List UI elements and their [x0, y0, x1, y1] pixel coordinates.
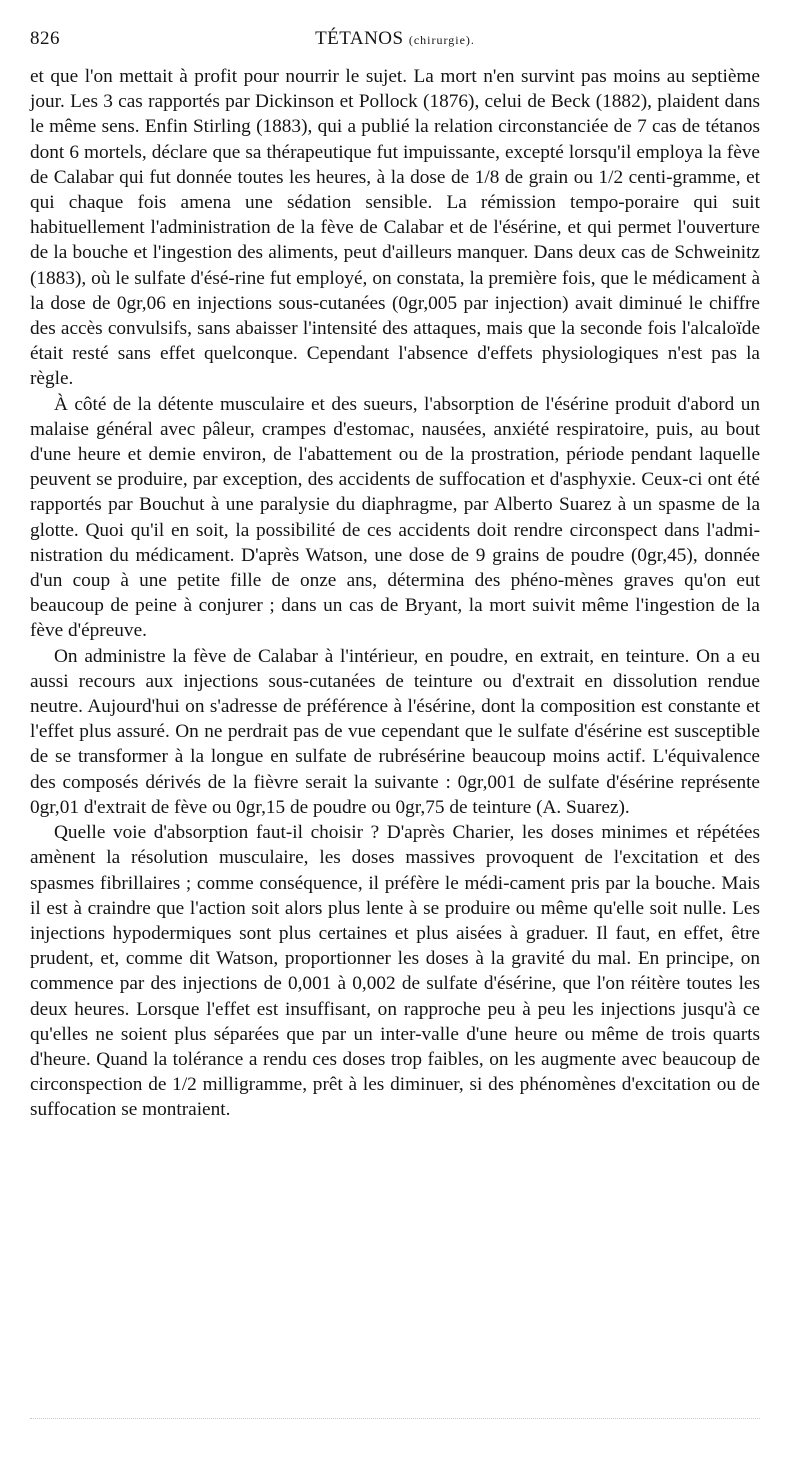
running-head — [30, 28, 760, 58]
paragraph-1: et que l'on mettait à profit pour nourrir le sujet. La mort n'en survint pas moins au septième jour. Les 3 cas rapportés par Dickinson et Pollock (1876), celui de Beck (1882), plaident dans le même sens. Enfin Stirling (1883), qui a publié la relation circonstanciée de 7 cas de tétanos dont 6 mortels, déclare que sa thérapeutique fut impuissante, excepté lorsqu'il employa la fève de Calabar qui fut donnée toutes les heures, à la dose de 1/8 de grain ou 1/2 centi-gramme, et qui chaque fois amena une sédation sensible. La rémission tempo-poraire qui suit habituellement l'administration de la fève de Calabar et de l'ésérine, et qui permet l'ouverture de la bouche et l'ingestion des aliments, peut d'ailleurs manquer. Dans deux cas de Schweinitz (1883), où le sulfate d'ésé-rine fut employé, on constata, la première fois, que le médicament à la dose de 0gr,06 en injections sous-cutanées (0gr,005 par injection) avait diminué le chiffre des accès convulsifs, sans abaisser l'intensité des attaques, mais que la seconde fois l'alcaloïde était resté sans effet quelconque. Cependant l'absence d'effets physiologiques n'est pas la règle. — [30, 66, 760, 390]
running-title-main: TÉTANOS — [315, 28, 404, 49]
paragraph-4: Quelle voie d'absorption faut-il choisir ? D'après Charier, les doses minimes et répétées amènent la résolution musculaire, les doses massives provoquent de l'excitation et des spasmes fibrillaires ; comme conséquence, il préfère le médi-cament pris par la bouche. Mais il est à craindre que l'action soit alors plus lente à se produire ou même qu'elle soit nulle. Les injections hypodermiques sont plus certaines et plus aisées à graduer. Il faut, en effet, être prudent, et, comme dit Watson, proportionner les doses à la gravité du mal. En principe, on commence par des injections de 0,001 à 0,002 de sulfate d'ésérine, que l'on réitère toutes les deux heures. Lorsque l'effet est insuffisant, on rapproche peu à peu les injections jusqu'à ce qu'elles ne soient plus séparées que par un inter-valle d'une heure ou même de trois quarts d'heure. Quand la tolérance a rendu ces doses trop faibles, on les augmente avec beaucoup de circonspection de 1/2 milligramme, prêt à les diminuer, si des phénomènes d'excitation ou de suffocation se montraient. — [30, 822, 760, 1121]
running-title — [30, 28, 760, 50]
running-title-subtitle: (chirurgie). — [408, 33, 475, 47]
document-page — [30, 28, 760, 1123]
paragraph-2: À côté de la détente musculaire et des sueurs, l'absorption de l'ésérine produit d'abord un malaise général avec pâleur, crampes d'estomac, nausées, anxiété respiratoire, puis, au bout d'une heure et demie environ, de l'abattement ou de la prostration, période pendant laquelle peuvent se produire, par exception, des accidents de suffocation et d'asphyxie. Ceux-ci ont été rapportés par Bouchut à une paralysie du diaphragme, par Alberto Suarez à un spasme de la glotte. Quoi qu'il en soit, la possibilité de ces accidents doit rendre circonspect dans l'admi-nistration du médicament. D'après Watson, une dose de 9 grains de poudre (0gr,45), donnée d'un coup à une petite fille de onze ans, détermina des phéno-mènes graves qu'on eut beaucoup de peine à conjurer ; dans un cas de Bryant, la mort suivit même l'ingestion de la fève d'épreuve. — [30, 393, 760, 642]
page-number: 826 — [30, 28, 60, 49]
paragraph-3: On administre la fève de Calabar à l'intérieur, en poudre, en extrait, en teinture. On a eu aussi recours aux injections sous-cutanées de teinture ou d'extrait en dissolution rendue neutre. Aujourd'hui on s'adresse de préférence à l'ésérine, dont la composition est constante et l'effet plus assuré. On ne perdrait pas de vue cependant que le sulfate d'ésérine est susceptible de se transformer à la longue en sulfate de rubrésérine beaucoup moins actif. L'équivalence des composés dérivés de la fièvre serait la suivante : 0gr,001 de sulfate d'ésérine représente 0gr,01 d'extrait de fève ou 0gr,15 de poudre ou 0gr,75 de teinture (A. Suarez). — [30, 645, 760, 818]
bottom-rule — [30, 1418, 760, 1419]
body-text — [30, 64, 760, 1123]
